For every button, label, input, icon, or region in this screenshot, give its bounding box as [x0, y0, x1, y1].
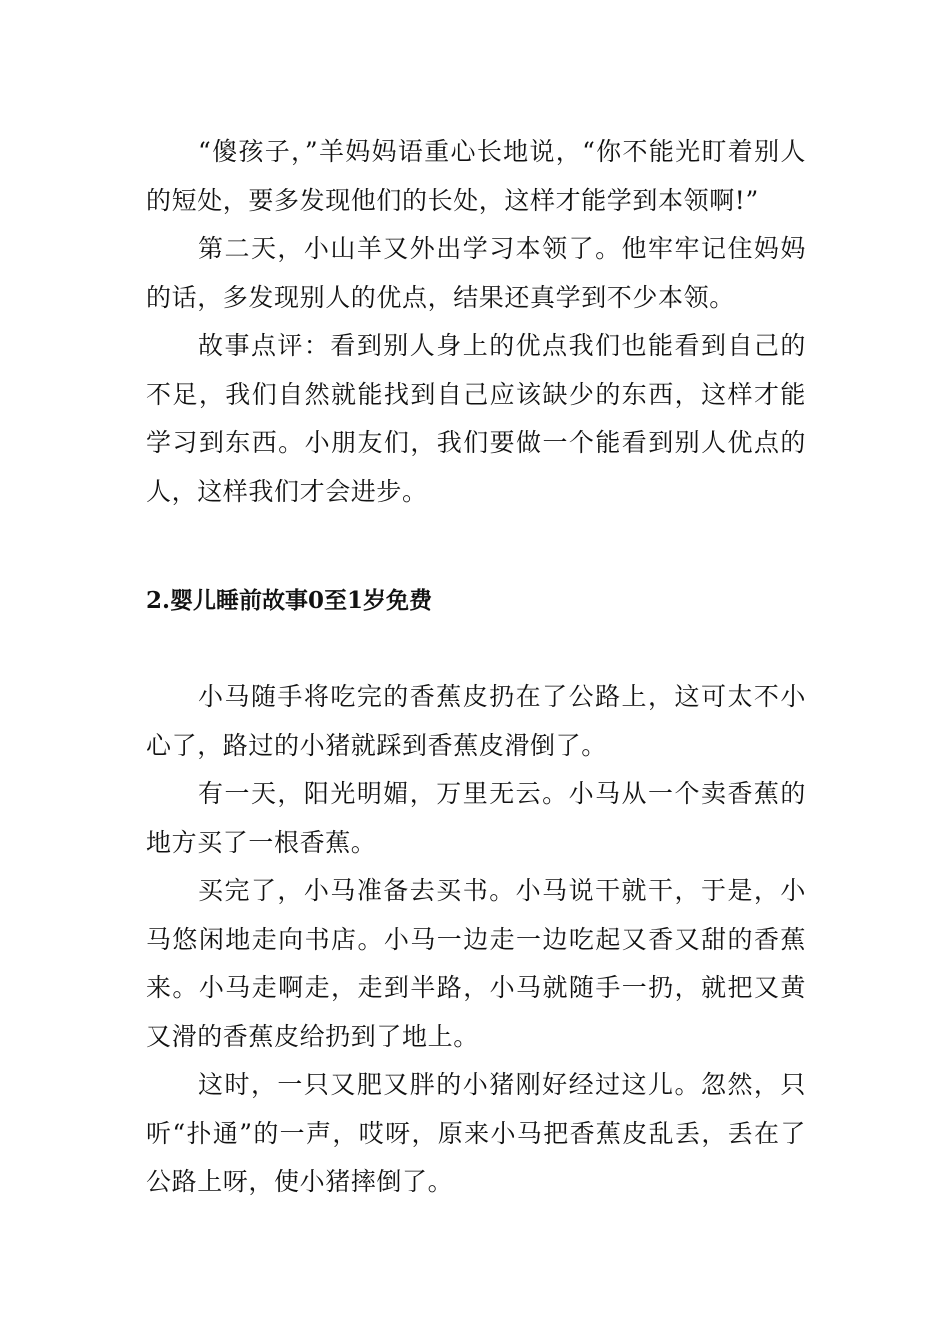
paragraph: 这时，一只又肥又胖的小猪刚好经过这儿。忽然，只听“扑通”的一声，哎呀，原来小马把香蕉皮乱丢，丢在了公路上呀，使小猪摔倒了。 — [146, 1070, 806, 1196]
paragraph: 买完了，小马准备去买书。小马说干就干，于是，小马悠闲地走向书店。小马一边走一边吃起又香又甜的香蕉来。小马走啊走，走到半路，小马就随手一扔，就把又黄又滑的香蕉皮给扔到了地上。 — [146, 876, 806, 1051]
story-section-2 — [146, 673, 806, 1207]
paragraph: 小马随手将吃完的香蕉皮扔在了公路上，这可太不小心了，路过的小猪就踩到香蕉皮滑倒了。 — [146, 682, 806, 760]
paragraph: 故事点评：看到别人身上的优点我们也能看到自己的不足，我们自然就能找到自己应该缺少的东西，这样才能学习到东西。小朋友们，我们要做一个能看到别人优点的人，这样我们才会进步。 — [146, 331, 806, 506]
paragraph: 有一天，阳光明媚，万里无云。小马从一个卖香蕉的地方买了一根香蕉。 — [146, 779, 806, 857]
paragraph: “傻孩子，”羊妈妈语重心长地说，“你不能光盯着别人的短处，要多发现他们的长处，这样才能学到本领啊!” — [146, 137, 806, 215]
paragraph: 第二天，小山羊又外出学习本领了。他牢牢记住妈妈的话，多发现别人的优点，结果还真学到不少本领。 — [146, 234, 806, 312]
section-heading: 2.婴儿睡前故事0至1岁免费 — [146, 587, 433, 614]
story-section-1 — [146, 128, 806, 516]
